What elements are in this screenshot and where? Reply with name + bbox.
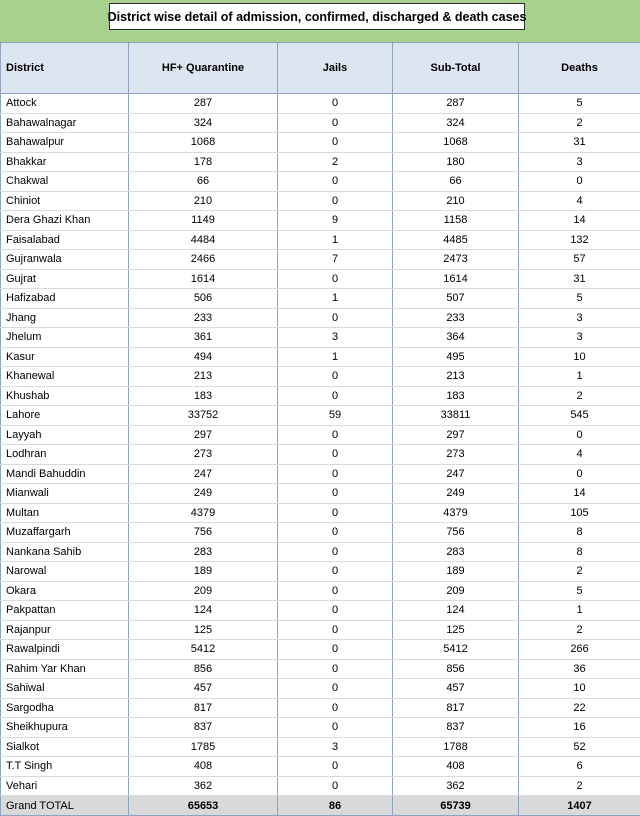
district-cell: Layyah — [1, 425, 129, 445]
deaths-cell: 5 — [519, 94, 640, 114]
district-cell: Chakwal — [1, 172, 129, 192]
sub-total-cell: 249 — [393, 484, 519, 504]
hf-quarantine-cell: 856 — [129, 659, 278, 679]
hf-quarantine-cell: 233 — [129, 308, 278, 328]
hf-quarantine-cell: 837 — [129, 718, 278, 738]
sub-total-cell: 756 — [393, 523, 519, 543]
sub-total-cell: 210 — [393, 191, 519, 211]
district-cell: Lodhran — [1, 445, 129, 465]
deaths-cell: 10 — [519, 347, 640, 367]
deaths-cell: 8 — [519, 523, 640, 543]
sub-total-cell: 5412 — [393, 640, 519, 660]
district-cell: Faisalabad — [1, 230, 129, 250]
table-row — [1, 620, 640, 640]
jails-cell: 0 — [278, 386, 393, 406]
jails-cell: 0 — [278, 601, 393, 621]
jails-cell: 0 — [278, 269, 393, 289]
sub-total-cell: 837 — [393, 718, 519, 738]
jails-cell: 1 — [278, 347, 393, 367]
hf-quarantine-cell: 408 — [129, 757, 278, 777]
hf-quarantine-cell: 817 — [129, 698, 278, 718]
deaths-cell: 3 — [519, 328, 640, 348]
deaths-cell: 2 — [519, 776, 640, 796]
table-body — [1, 94, 640, 796]
deaths-cell: 545 — [519, 406, 640, 426]
sub-total-cell: 213 — [393, 367, 519, 387]
table-row — [1, 250, 640, 270]
district-cell: Dera Ghazi Khan — [1, 211, 129, 231]
hf-quarantine-cell: 506 — [129, 289, 278, 309]
hf-quarantine-cell: 324 — [129, 113, 278, 133]
table-row — [1, 718, 640, 738]
deaths-cell: 2 — [519, 620, 640, 640]
hf-quarantine-cell: 210 — [129, 191, 278, 211]
sub-total-cell: 297 — [393, 425, 519, 445]
table-row — [1, 172, 640, 192]
sub-total-cell: 4379 — [393, 503, 519, 523]
jails-cell: 0 — [278, 308, 393, 328]
table-row — [1, 464, 640, 484]
deaths-cell: 4 — [519, 445, 640, 465]
district-cell: Pakpattan — [1, 601, 129, 621]
table-row — [1, 347, 640, 367]
jails-cell: 59 — [278, 406, 393, 426]
table-row — [1, 659, 640, 679]
deaths-cell: 1 — [519, 601, 640, 621]
table-row — [1, 269, 640, 289]
table-row — [1, 776, 640, 796]
sub-total-cell: 1068 — [393, 133, 519, 153]
deaths-cell: 31 — [519, 133, 640, 153]
jails-cell: 0 — [278, 503, 393, 523]
sub-total-cell: 457 — [393, 679, 519, 699]
deaths-cell: 1 — [519, 367, 640, 387]
deaths-cell: 105 — [519, 503, 640, 523]
table-row — [1, 191, 640, 211]
deaths-cell: 266 — [519, 640, 640, 660]
jails-cell: 0 — [278, 133, 393, 153]
hf-quarantine-cell: 124 — [129, 601, 278, 621]
district-cell: Sheikhupura — [1, 718, 129, 738]
deaths-cell: 3 — [519, 308, 640, 328]
sub-total-cell: 4485 — [393, 230, 519, 250]
jails-cell: 0 — [278, 562, 393, 582]
deaths-cell: 52 — [519, 737, 640, 757]
hf-quarantine-cell: 189 — [129, 562, 278, 582]
hf-quarantine-cell: 297 — [129, 425, 278, 445]
hf-quarantine-cell: 1785 — [129, 737, 278, 757]
district-cell: Mianwali — [1, 484, 129, 504]
hf-quarantine-cell: 287 — [129, 94, 278, 114]
table-row — [1, 289, 640, 309]
table-row — [1, 308, 640, 328]
hf-quarantine-cell: 183 — [129, 386, 278, 406]
table-row — [1, 328, 640, 348]
sub-total-cell: 1158 — [393, 211, 519, 231]
district-cases-table — [0, 42, 640, 816]
table-row — [1, 737, 640, 757]
district-cell: Sahiwal — [1, 679, 129, 699]
table-row — [1, 581, 640, 601]
table-row — [1, 503, 640, 523]
sub-total-cell: 33811 — [393, 406, 519, 426]
jails-cell: 1 — [278, 230, 393, 250]
jails-cell: 0 — [278, 757, 393, 777]
district-cell: Bhakkar — [1, 152, 129, 172]
total-sub-total: 65739 — [393, 796, 519, 816]
district-cell: Jhang — [1, 308, 129, 328]
deaths-cell: 2 — [519, 113, 640, 133]
district-cell: Rawalpindi — [1, 640, 129, 660]
hf-quarantine-cell: 178 — [129, 152, 278, 172]
sub-total-cell: 124 — [393, 601, 519, 621]
sub-total-cell: 189 — [393, 562, 519, 582]
sub-total-cell: 247 — [393, 464, 519, 484]
jails-cell: 0 — [278, 640, 393, 660]
district-cell: T.T Singh — [1, 757, 129, 777]
jails-cell: 3 — [278, 737, 393, 757]
jails-cell: 0 — [278, 464, 393, 484]
deaths-cell: 132 — [519, 230, 640, 250]
sub-total-cell: 125 — [393, 620, 519, 640]
deaths-cell: 4 — [519, 191, 640, 211]
sub-total-cell: 364 — [393, 328, 519, 348]
jails-cell: 9 — [278, 211, 393, 231]
column-header-deaths: Deaths — [519, 43, 640, 94]
district-cell: Bahawalpur — [1, 133, 129, 153]
deaths-cell: 10 — [519, 679, 640, 699]
total-jails: 86 — [278, 796, 393, 816]
deaths-cell: 5 — [519, 289, 640, 309]
hf-quarantine-cell: 283 — [129, 542, 278, 562]
sub-total-cell: 66 — [393, 172, 519, 192]
district-cell: Multan — [1, 503, 129, 523]
deaths-cell: 36 — [519, 659, 640, 679]
table-row — [1, 425, 640, 445]
jails-cell: 0 — [278, 484, 393, 504]
hf-quarantine-cell: 209 — [129, 581, 278, 601]
deaths-cell: 2 — [519, 386, 640, 406]
jails-cell: 0 — [278, 776, 393, 796]
jails-cell: 2 — [278, 152, 393, 172]
deaths-cell: 0 — [519, 425, 640, 445]
table-row — [1, 230, 640, 250]
jails-cell: 0 — [278, 718, 393, 738]
column-header-jails: Jails — [278, 43, 393, 94]
district-cell: Kasur — [1, 347, 129, 367]
jails-cell: 0 — [278, 698, 393, 718]
sub-total-cell: 507 — [393, 289, 519, 309]
deaths-cell: 3 — [519, 152, 640, 172]
hf-quarantine-cell: 213 — [129, 367, 278, 387]
district-cell: Sargodha — [1, 698, 129, 718]
deaths-cell: 0 — [519, 464, 640, 484]
district-cell: Jhelum — [1, 328, 129, 348]
sub-total-cell: 283 — [393, 542, 519, 562]
district-cell: Attock — [1, 94, 129, 114]
district-cell: Muzaffargarh — [1, 523, 129, 543]
hf-quarantine-cell: 2466 — [129, 250, 278, 270]
sub-total-cell: 180 — [393, 152, 519, 172]
sub-total-cell: 287 — [393, 94, 519, 114]
district-cell: Rahim Yar Khan — [1, 659, 129, 679]
table-row — [1, 386, 640, 406]
sub-total-cell: 408 — [393, 757, 519, 777]
table-row — [1, 523, 640, 543]
deaths-cell: 2 — [519, 562, 640, 582]
jails-cell: 0 — [278, 172, 393, 192]
jails-cell: 0 — [278, 679, 393, 699]
page-title: District wise detail of admission, confirmed, discharged & death cases — [109, 3, 525, 30]
district-cell: Vehari — [1, 776, 129, 796]
deaths-cell: 22 — [519, 698, 640, 718]
total-hf-quarantine: 65653 — [129, 796, 278, 816]
table-row — [1, 113, 640, 133]
table-row — [1, 94, 640, 114]
deaths-cell: 0 — [519, 172, 640, 192]
district-cell: Sialkot — [1, 737, 129, 757]
sub-total-cell: 324 — [393, 113, 519, 133]
column-header-sub-total: Sub-Total — [393, 43, 519, 94]
title-banner — [0, 0, 640, 41]
hf-quarantine-cell: 756 — [129, 523, 278, 543]
sub-total-cell: 183 — [393, 386, 519, 406]
deaths-cell: 14 — [519, 211, 640, 231]
district-cell: Mandi Bahuddin — [1, 464, 129, 484]
table-row — [1, 406, 640, 426]
header-row — [1, 43, 640, 94]
hf-quarantine-cell: 247 — [129, 464, 278, 484]
district-cell: Gujrat — [1, 269, 129, 289]
hf-quarantine-cell: 33752 — [129, 406, 278, 426]
jails-cell: 0 — [278, 581, 393, 601]
district-cell: Okara — [1, 581, 129, 601]
jails-cell: 0 — [278, 523, 393, 543]
district-cell: Gujranwala — [1, 250, 129, 270]
table-row — [1, 152, 640, 172]
table-row — [1, 698, 640, 718]
jails-cell: 3 — [278, 328, 393, 348]
jails-cell: 0 — [278, 191, 393, 211]
sub-total-cell: 817 — [393, 698, 519, 718]
deaths-cell: 31 — [519, 269, 640, 289]
district-cell: Narowal — [1, 562, 129, 582]
hf-quarantine-cell: 273 — [129, 445, 278, 465]
hf-quarantine-cell: 5412 — [129, 640, 278, 660]
table-row — [1, 601, 640, 621]
deaths-cell: 8 — [519, 542, 640, 562]
sub-total-cell: 495 — [393, 347, 519, 367]
jails-cell: 0 — [278, 113, 393, 133]
district-cell: Khushab — [1, 386, 129, 406]
total-deaths: 1407 — [519, 796, 640, 816]
district-cell: Rajanpur — [1, 620, 129, 640]
hf-quarantine-cell: 1614 — [129, 269, 278, 289]
jails-cell: 0 — [278, 425, 393, 445]
table-row — [1, 211, 640, 231]
jails-cell: 0 — [278, 94, 393, 114]
sub-total-cell: 209 — [393, 581, 519, 601]
column-header-hf-quarantine: HF+ Quarantine — [129, 43, 278, 94]
sub-total-cell: 856 — [393, 659, 519, 679]
sub-total-cell: 1788 — [393, 737, 519, 757]
hf-quarantine-cell: 362 — [129, 776, 278, 796]
hf-quarantine-cell: 4379 — [129, 503, 278, 523]
sub-total-cell: 2473 — [393, 250, 519, 270]
table-row — [1, 562, 640, 582]
hf-quarantine-cell: 125 — [129, 620, 278, 640]
deaths-cell: 57 — [519, 250, 640, 270]
sub-total-cell: 1614 — [393, 269, 519, 289]
district-cell: Lahore — [1, 406, 129, 426]
sub-total-cell: 233 — [393, 308, 519, 328]
deaths-cell: 14 — [519, 484, 640, 504]
hf-quarantine-cell: 66 — [129, 172, 278, 192]
district-cell: Nankana Sahib — [1, 542, 129, 562]
table-row — [1, 445, 640, 465]
sub-total-cell: 273 — [393, 445, 519, 465]
deaths-cell: 5 — [519, 581, 640, 601]
table-row — [1, 679, 640, 699]
hf-quarantine-cell: 494 — [129, 347, 278, 367]
district-cell: Khanewal — [1, 367, 129, 387]
deaths-cell: 6 — [519, 757, 640, 777]
jails-cell: 0 — [278, 542, 393, 562]
sub-total-cell: 362 — [393, 776, 519, 796]
table-row — [1, 133, 640, 153]
hf-quarantine-cell: 457 — [129, 679, 278, 699]
district-cell: Hafizabad — [1, 289, 129, 309]
hf-quarantine-cell: 1149 — [129, 211, 278, 231]
jails-cell: 0 — [278, 367, 393, 387]
hf-quarantine-cell: 249 — [129, 484, 278, 504]
column-header-district: District — [1, 43, 129, 94]
hf-quarantine-cell: 4484 — [129, 230, 278, 250]
hf-quarantine-cell: 361 — [129, 328, 278, 348]
table-row — [1, 484, 640, 504]
jails-cell: 7 — [278, 250, 393, 270]
jails-cell: 0 — [278, 445, 393, 465]
district-cell: Bahawalnagar — [1, 113, 129, 133]
table-row — [1, 367, 640, 387]
table-row — [1, 542, 640, 562]
jails-cell: 1 — [278, 289, 393, 309]
grand-total-row — [1, 796, 640, 816]
table-row — [1, 640, 640, 660]
total-label: Grand TOTAL — [1, 796, 129, 816]
jails-cell: 0 — [278, 620, 393, 640]
deaths-cell: 16 — [519, 718, 640, 738]
district-cell: Chiniot — [1, 191, 129, 211]
table-row — [1, 757, 640, 777]
hf-quarantine-cell: 1068 — [129, 133, 278, 153]
jails-cell: 0 — [278, 659, 393, 679]
